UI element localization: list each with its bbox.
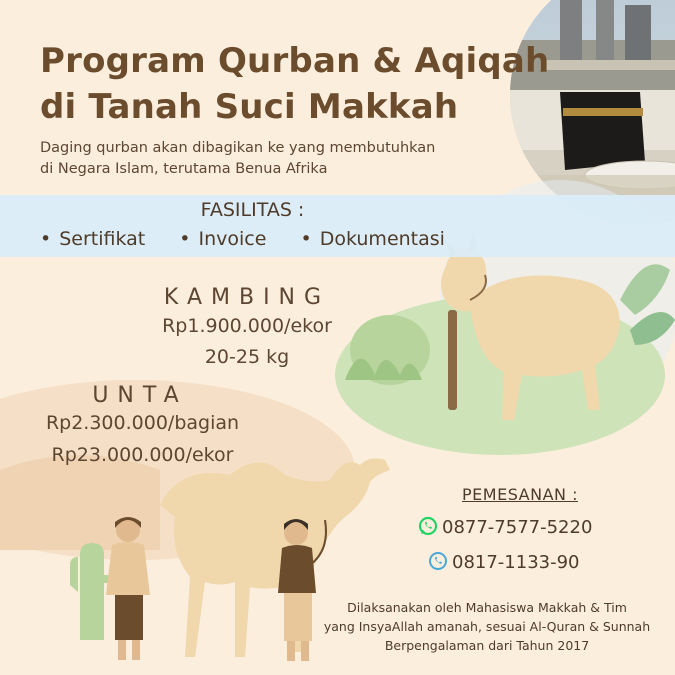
whatsapp-icon xyxy=(418,516,438,536)
facility-item-sertifikat: • Sertifikat xyxy=(40,228,145,250)
footer-line-3: Berpengalaman dari Tahun 2017 xyxy=(384,638,590,653)
kambing-label: KAMBING xyxy=(163,285,331,310)
footer-line-2: yang InsyaAllah amanah, sesuai Al-Quran & Sunnah xyxy=(323,619,651,634)
phone-viber-number: 0817-1133-90 xyxy=(452,552,580,573)
unta-price-whole: Rp23.000.000/ekor xyxy=(51,444,234,466)
phone-whatsapp[interactable] xyxy=(418,516,592,538)
facility-item-dokumentasi: • Dokumentasi xyxy=(301,228,445,250)
phone-whatsapp-number: 0877-7577-5220 xyxy=(442,517,593,538)
phone-viber[interactable] xyxy=(428,551,580,573)
viber-icon xyxy=(428,551,448,571)
unta-price-share: Rp2.300.000/bagian xyxy=(45,412,240,434)
title-line-2: di Tanah Suci Makkah xyxy=(40,87,459,127)
facilities-title: FASILITAS : xyxy=(200,199,305,221)
kambing-price: Rp1.900.000/ekor xyxy=(162,315,332,337)
subtitle-line-2: di Negara Islam, terutama Benua Afrika xyxy=(40,161,328,177)
page-title xyxy=(40,38,549,130)
footer-line-1: Dilaksanakan oleh Mahasiswa Makkah & Tim xyxy=(347,600,627,615)
kambing-weight: 20-25 kg xyxy=(204,346,290,368)
subtitle xyxy=(40,138,435,180)
facilities-list xyxy=(40,228,473,250)
title-line-1: Program Qurban & Aqiqah xyxy=(40,41,550,81)
unta-label: UNTA xyxy=(92,383,188,408)
subtitle-line-1: Daging qurban akan dibagikan ke yang membutuhkan xyxy=(40,140,436,156)
facility-item-invoice: • Invoice xyxy=(179,228,266,250)
footer-note xyxy=(322,598,652,655)
order-label: PEMESANAN : xyxy=(462,485,578,504)
